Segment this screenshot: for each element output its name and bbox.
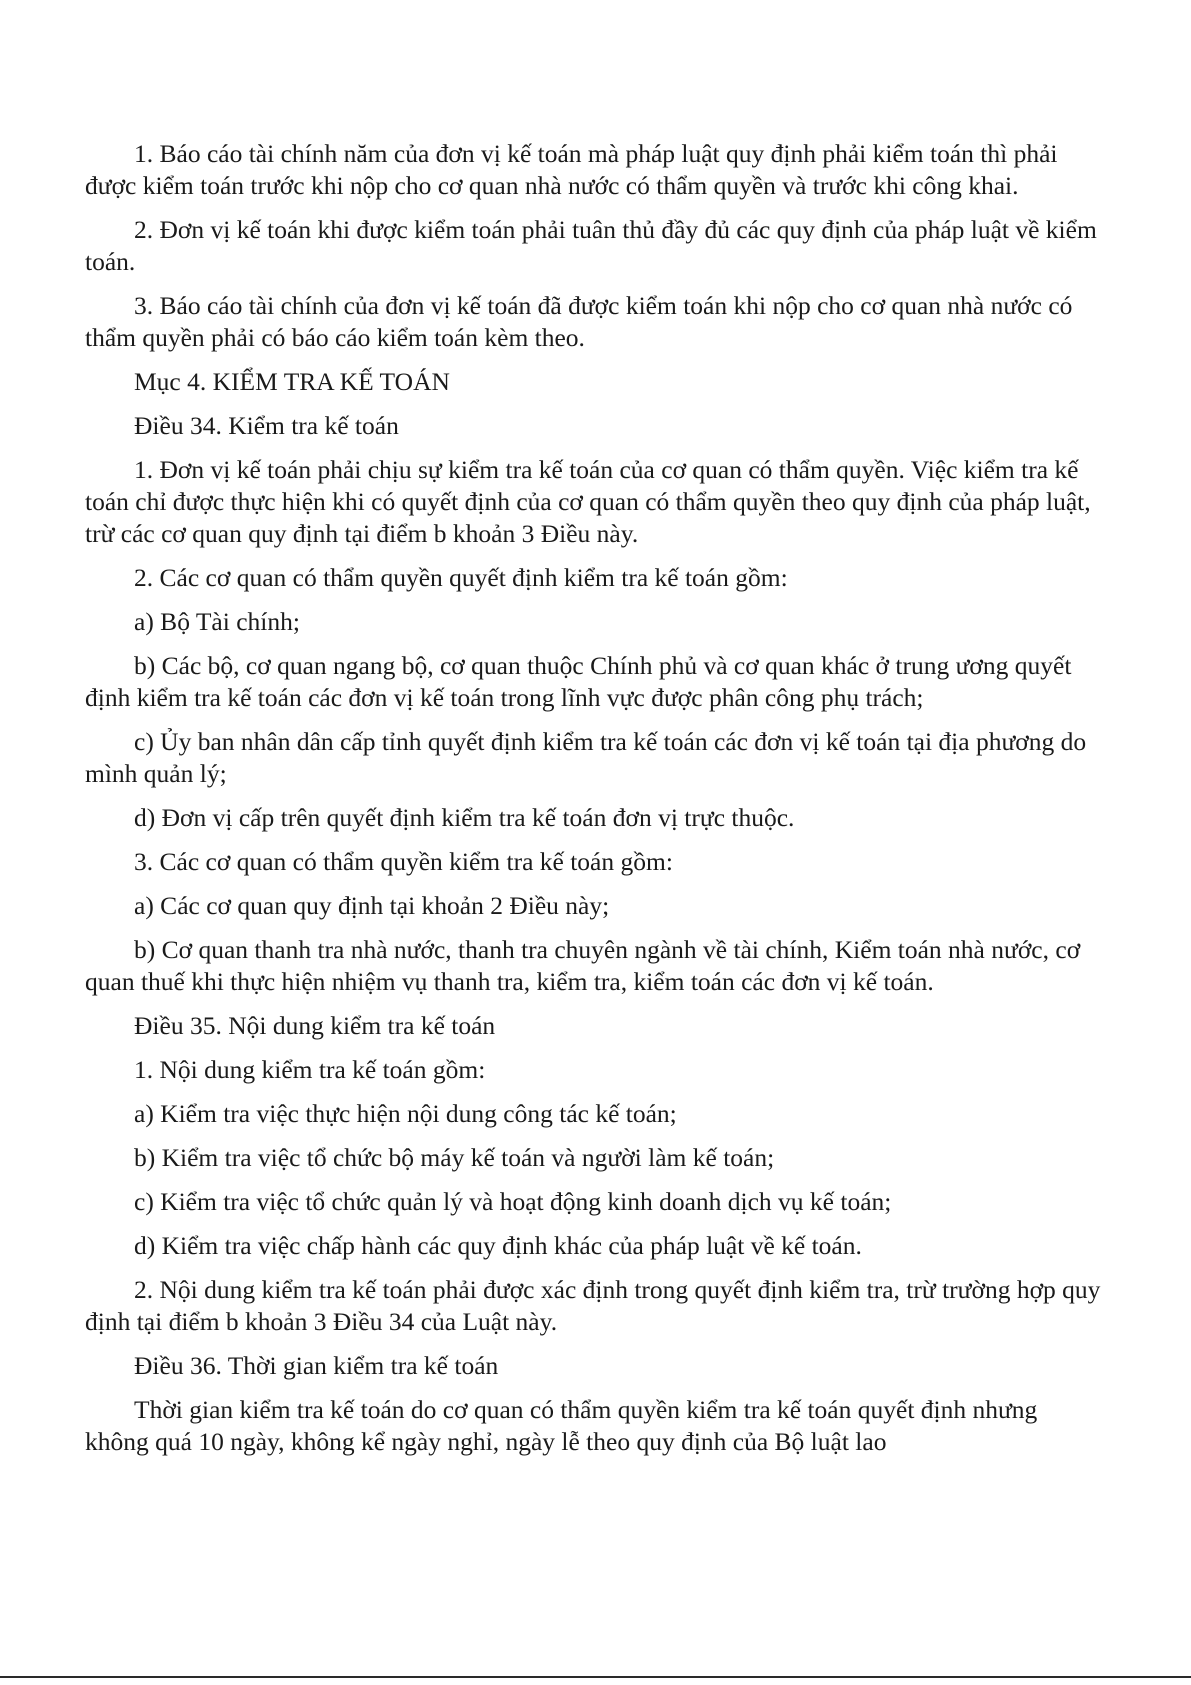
list-item: c) Kiểm tra việc tổ chức quản lý và hoạt động kinh doanh dịch vụ kế toán; <box>134 1187 892 1216</box>
paragraph: 1. Nội dung kiểm tra kế toán gồm: <box>134 1055 486 1084</box>
document-body <box>85 138 1105 1470</box>
paragraph: 3. Báo cáo tài chính của đơn vị kế toán đã được kiểm toán khi nộp cho cơ quan nhà nước có thẩm quyền phải có báo cáo kiểm toán kèm theo. <box>85 291 1073 352</box>
list-item: a) Bộ Tài chính; <box>134 607 300 636</box>
section-heading: Mục 4. KIỂM TRA KẾ TOÁN <box>134 367 450 396</box>
paragraph: 2. Các cơ quan có thẩm quyền quyết định kiểm tra kế toán gồm: <box>134 563 788 592</box>
list-item: b) Các bộ, cơ quan ngang bộ, cơ quan thuộc Chính phủ và cơ quan khác ở trung ương quyết định kiểm tra kế toán các đơn vị kế toán trong lĩnh vực được phân công phụ trách; <box>85 651 1072 712</box>
list-item: b) Kiểm tra việc tổ chức bộ máy kế toán và người làm kế toán; <box>134 1143 775 1172</box>
article-heading: Điều 35. Nội dung kiểm tra kế toán <box>134 1011 496 1040</box>
article-heading: Điều 36. Thời gian kiểm tra kế toán <box>134 1351 499 1380</box>
list-item: d) Kiểm tra việc chấp hành các quy định khác của pháp luật về kế toán. <box>134 1231 862 1260</box>
paragraph: Thời gian kiểm tra kế toán do cơ quan có thẩm quyền kiểm tra kế toán quyết định nhưng không quá 10 ngày, không kể ngày nghỉ, ngày lễ theo quy định của Bộ luật lao <box>85 1395 1038 1456</box>
list-item: a) Kiểm tra việc thực hiện nội dung công tác kế toán; <box>134 1099 677 1128</box>
list-item: b) Cơ quan thanh tra nhà nước, thanh tra chuyên ngành về tài chính, Kiểm toán nhà nước, cơ quan thuế khi thực hiện nhiệm vụ thanh tra, kiểm tra, kiểm toán các đơn vị kế toán. <box>85 935 1081 996</box>
paragraph: 2. Đơn vị kế toán khi được kiểm toán phải tuân thủ đầy đủ các quy định của pháp luật về kiểm toán. <box>85 215 1097 276</box>
paragraph: 1. Đơn vị kế toán phải chịu sự kiểm tra kế toán của cơ quan có thẩm quyền. Việc kiểm tra kế toán chỉ được thực hiện khi có quyết định của cơ quan có thẩm quyền theo quy định của pháp luật, trừ các cơ quan quy định tại điểm b khoản 3 Điều này. <box>85 455 1091 548</box>
page-bottom-rule <box>0 1676 1191 1678</box>
article-heading: Điều 34. Kiểm tra kế toán <box>134 411 399 440</box>
list-item: c) Ủy ban nhân dân cấp tỉnh quyết định kiểm tra kế toán các đơn vị kế toán tại địa phương do mình quản lý; <box>85 727 1087 788</box>
paragraph: 2. Nội dung kiểm tra kế toán phải được xác định trong quyết định kiểm tra, trừ trường hợp quy định tại điểm b khoản 3 Điều 34 của Luật này. <box>85 1275 1101 1336</box>
list-item: a) Các cơ quan quy định tại khoản 2 Điều này; <box>134 891 610 920</box>
paragraph: 3. Các cơ quan có thẩm quyền kiểm tra kế toán gồm: <box>134 847 673 876</box>
list-item: d) Đơn vị cấp trên quyết định kiểm tra kế toán đơn vị trực thuộc. <box>134 803 795 832</box>
paragraph: 1. Báo cáo tài chính năm của đơn vị kế toán mà pháp luật quy định phải kiểm toán thì phải được kiểm toán trước khi nộp cho cơ quan nhà nước có thẩm quyền và trước khi công khai. <box>85 139 1058 200</box>
